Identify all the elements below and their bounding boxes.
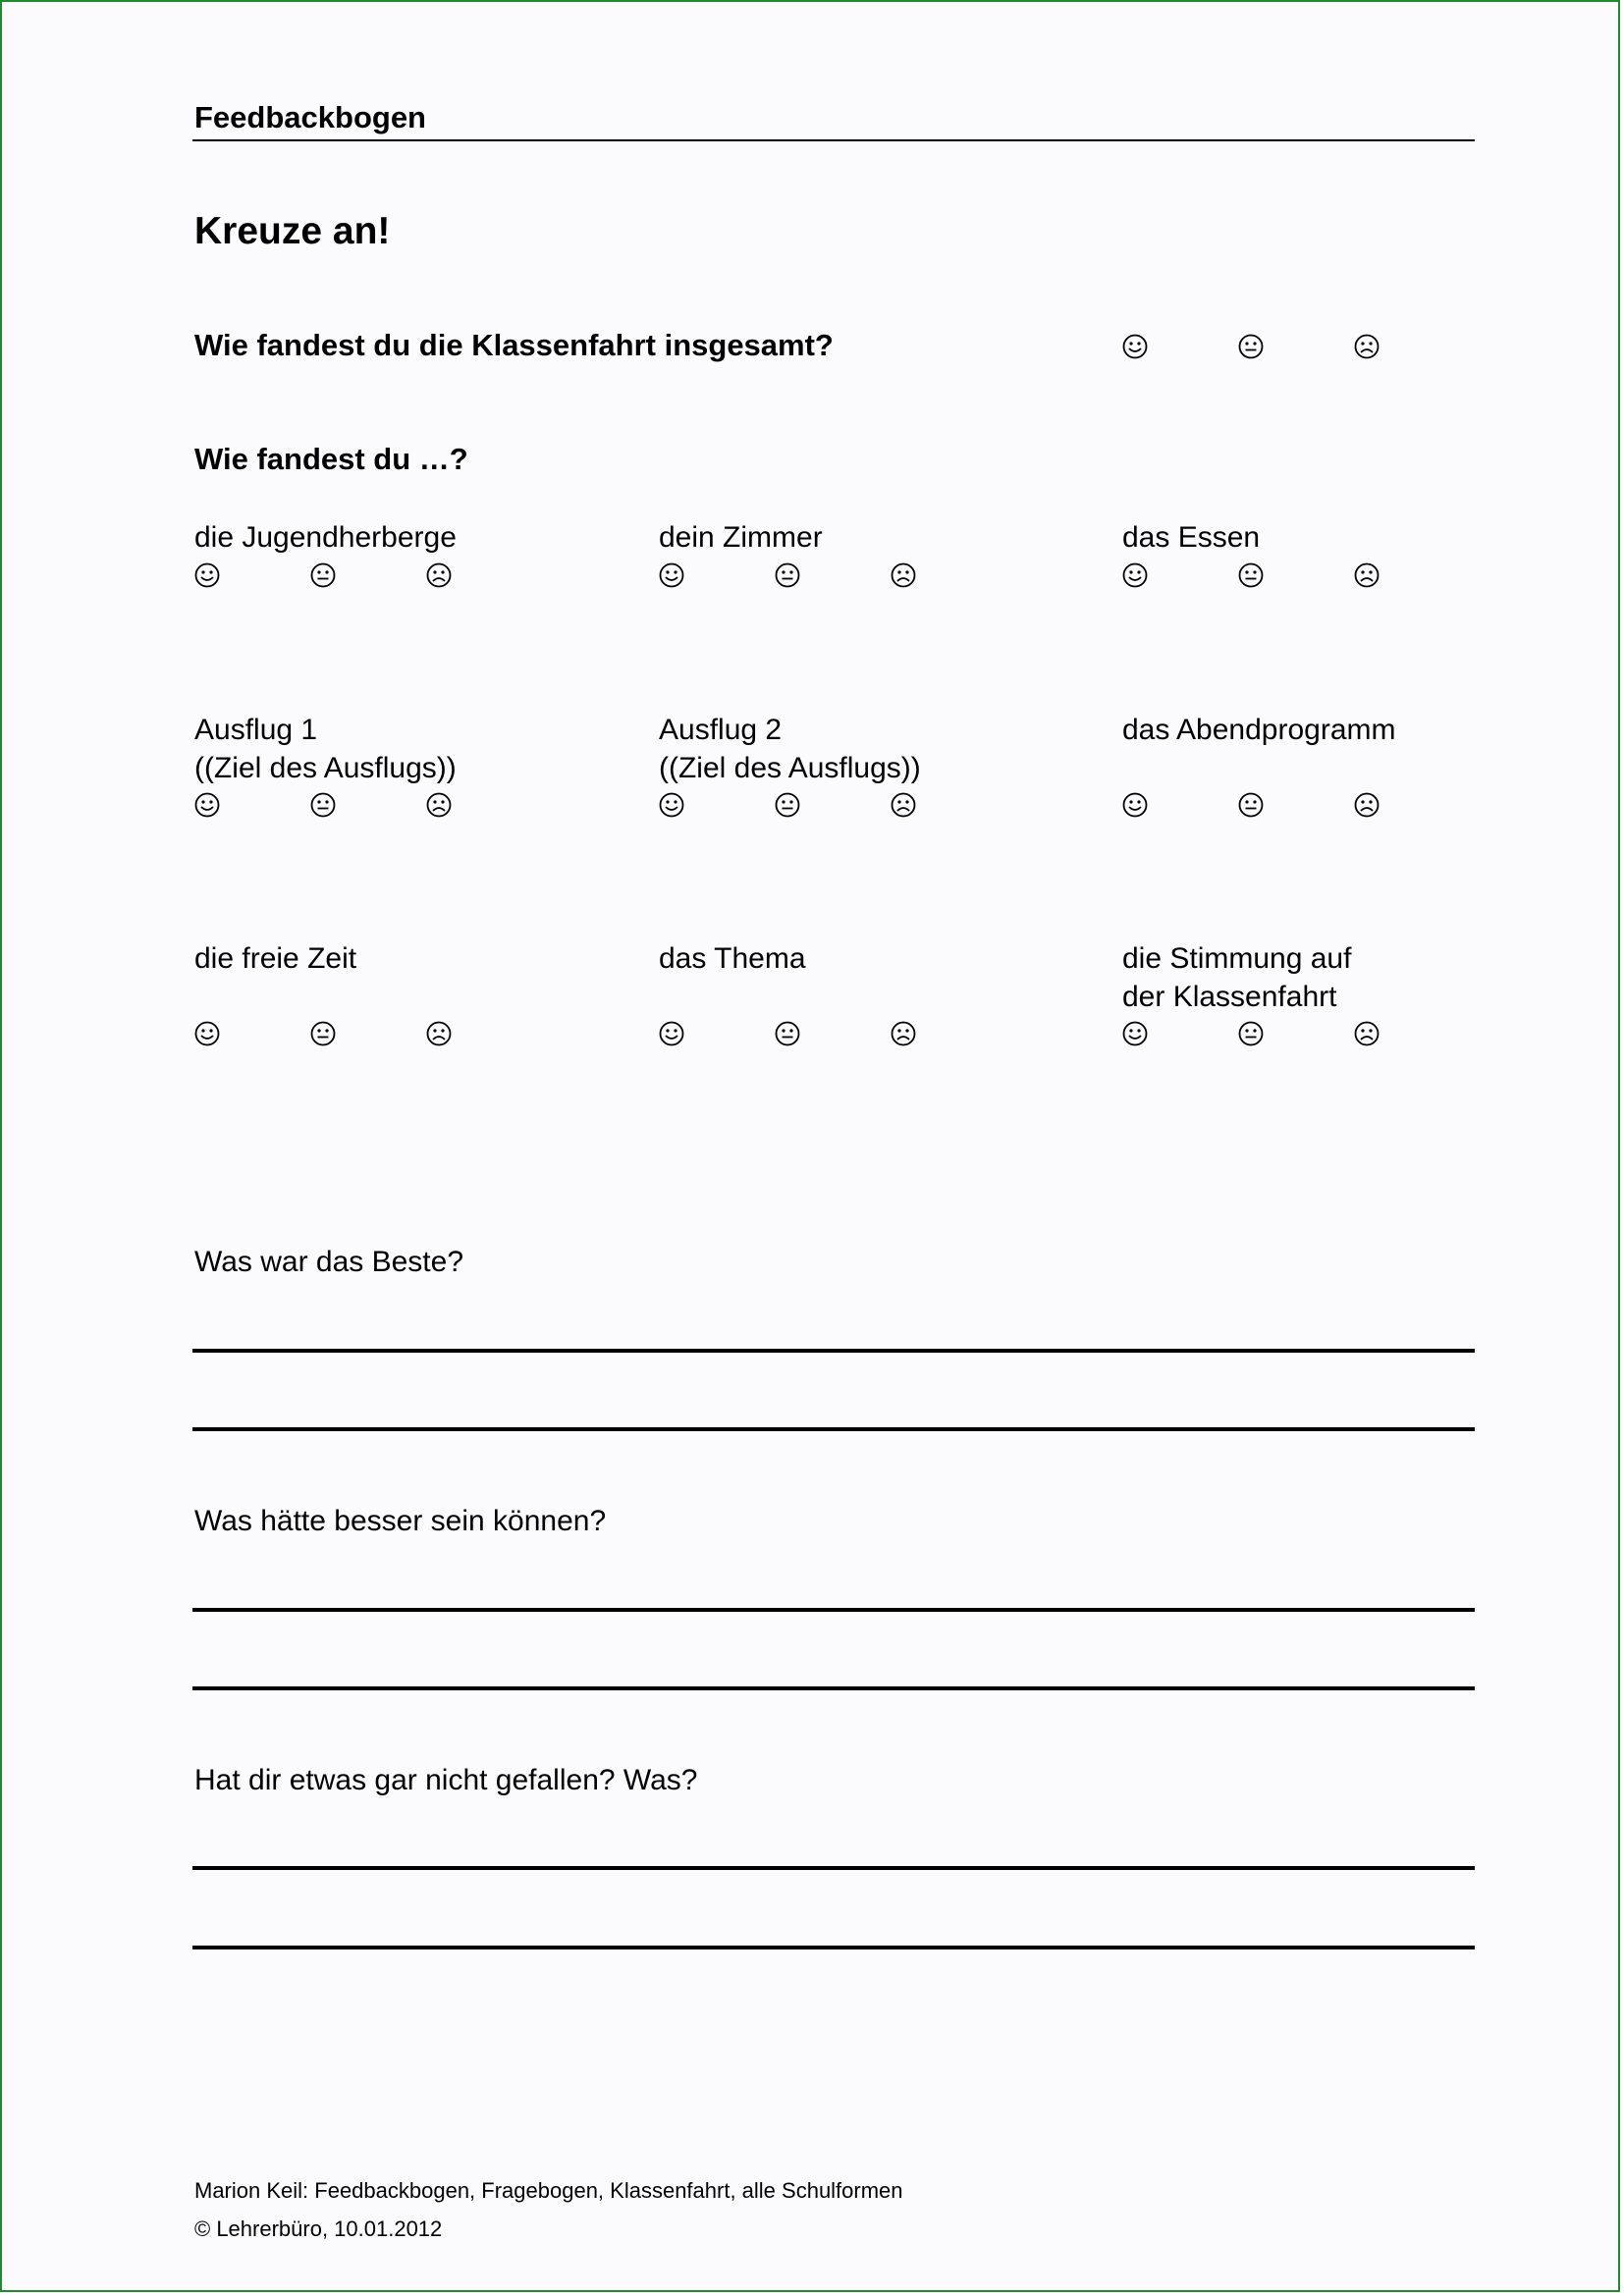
rating-essen	[1122, 562, 1470, 588]
neutral-face-icon[interactable]	[775, 1021, 800, 1046]
item-label-ausflug1-line1: Ausflug 1	[194, 714, 318, 746]
smiling-face-icon[interactable]	[194, 792, 220, 818]
item-label-zimmer: dein Zimmer	[659, 521, 823, 554]
rating-abendprogramm	[1122, 792, 1470, 818]
rating-ausflug1	[194, 792, 542, 818]
frowning-face-icon[interactable]	[891, 562, 916, 588]
frowning-face-icon[interactable]	[891, 1021, 916, 1046]
smiling-face-icon[interactable]	[194, 562, 220, 588]
item-label-stimmung-line2: der Klassenfahrt	[1122, 981, 1337, 1013]
header-rule	[192, 139, 1475, 141]
overall-question: Wie fandest du die Klassenfahrt insgesamt?	[194, 328, 834, 362]
smiling-face-icon[interactable]	[659, 562, 684, 588]
item-label-essen: das Essen	[1122, 521, 1261, 554]
smiling-face-icon[interactable]	[1122, 334, 1148, 359]
frowning-face-icon[interactable]	[1354, 1021, 1380, 1046]
open-question-disliked: Hat dir etwas gar nicht gefallen? Was?	[194, 1764, 698, 1796]
smiling-face-icon[interactable]	[659, 792, 684, 818]
section-question: Wie fandest du …?	[194, 442, 468, 476]
answer-line[interactable]	[192, 1349, 1475, 1353]
rating-thema	[659, 1021, 1006, 1046]
answer-line[interactable]	[192, 1427, 1475, 1431]
item-label-jugendherberge: die Jugendherberge	[194, 521, 457, 554]
neutral-face-icon[interactable]	[310, 792, 336, 818]
neutral-face-icon[interactable]	[310, 1021, 336, 1046]
neutral-face-icon[interactable]	[1238, 562, 1264, 588]
smiling-face-icon[interactable]	[1122, 792, 1148, 818]
answer-line[interactable]	[192, 1866, 1475, 1870]
item-label-ausflug2-line1: Ausflug 2	[659, 714, 783, 746]
neutral-face-icon[interactable]	[1238, 334, 1264, 359]
item-label-ausflug1-line2: ((Ziel des Ausflugs))	[194, 752, 457, 784]
item-label-freie-zeit: die freie Zeit	[194, 942, 357, 975]
item-label-stimmung-line1: die Stimmung auf	[1122, 942, 1352, 975]
item-label-abendprogramm: das Abendprogramm	[1122, 714, 1396, 746]
neutral-face-icon[interactable]	[775, 562, 800, 588]
neutral-face-icon[interactable]	[775, 792, 800, 818]
item-label-thema: das Thema	[659, 942, 806, 975]
item-label-ausflug1	[194, 711, 457, 787]
neutral-face-icon[interactable]	[310, 562, 336, 588]
header-title: Feedbackbogen	[194, 100, 426, 134]
main-title: Kreuze an!	[194, 210, 391, 252]
open-question-improve: Was hätte besser sein können?	[194, 1505, 607, 1537]
frowning-face-icon[interactable]	[426, 792, 452, 818]
smiling-face-icon[interactable]	[194, 1021, 220, 1046]
footer-source: Marion Keil: Feedbackbogen, Fragebogen, Klassenfahrt, alle Schulformen	[194, 2178, 903, 2203]
frowning-face-icon[interactable]	[1354, 792, 1380, 818]
frowning-face-icon[interactable]	[1354, 334, 1380, 359]
neutral-face-icon[interactable]	[1238, 1021, 1264, 1046]
frowning-face-icon[interactable]	[891, 792, 916, 818]
footer-copyright: © Lehrerbüro, 10.01.2012	[194, 2216, 443, 2241]
item-label-ausflug2-line2: ((Ziel des Ausflugs))	[659, 752, 921, 784]
rating-stimmung	[1122, 1021, 1470, 1046]
answer-line[interactable]	[192, 1946, 1475, 1949]
rating-jugendherberge	[194, 562, 542, 588]
frowning-face-icon[interactable]	[1354, 562, 1380, 588]
item-label-stimmung	[1122, 939, 1351, 1016]
rating-ausflug2	[659, 792, 1006, 818]
overall-rating	[1122, 334, 1470, 359]
answer-line[interactable]	[192, 1686, 1475, 1690]
smiling-face-icon[interactable]	[659, 1021, 684, 1046]
item-label-ausflug2	[659, 711, 921, 787]
open-question-best: Was war das Beste?	[194, 1246, 463, 1278]
rating-zimmer	[659, 562, 1006, 588]
neutral-face-icon[interactable]	[1238, 792, 1264, 818]
frowning-face-icon[interactable]	[426, 1021, 452, 1046]
frowning-face-icon[interactable]	[426, 562, 452, 588]
rating-freie-zeit	[194, 1021, 542, 1046]
answer-line[interactable]	[192, 1608, 1475, 1612]
smiling-face-icon[interactable]	[1122, 562, 1148, 588]
smiling-face-icon[interactable]	[1122, 1021, 1148, 1046]
